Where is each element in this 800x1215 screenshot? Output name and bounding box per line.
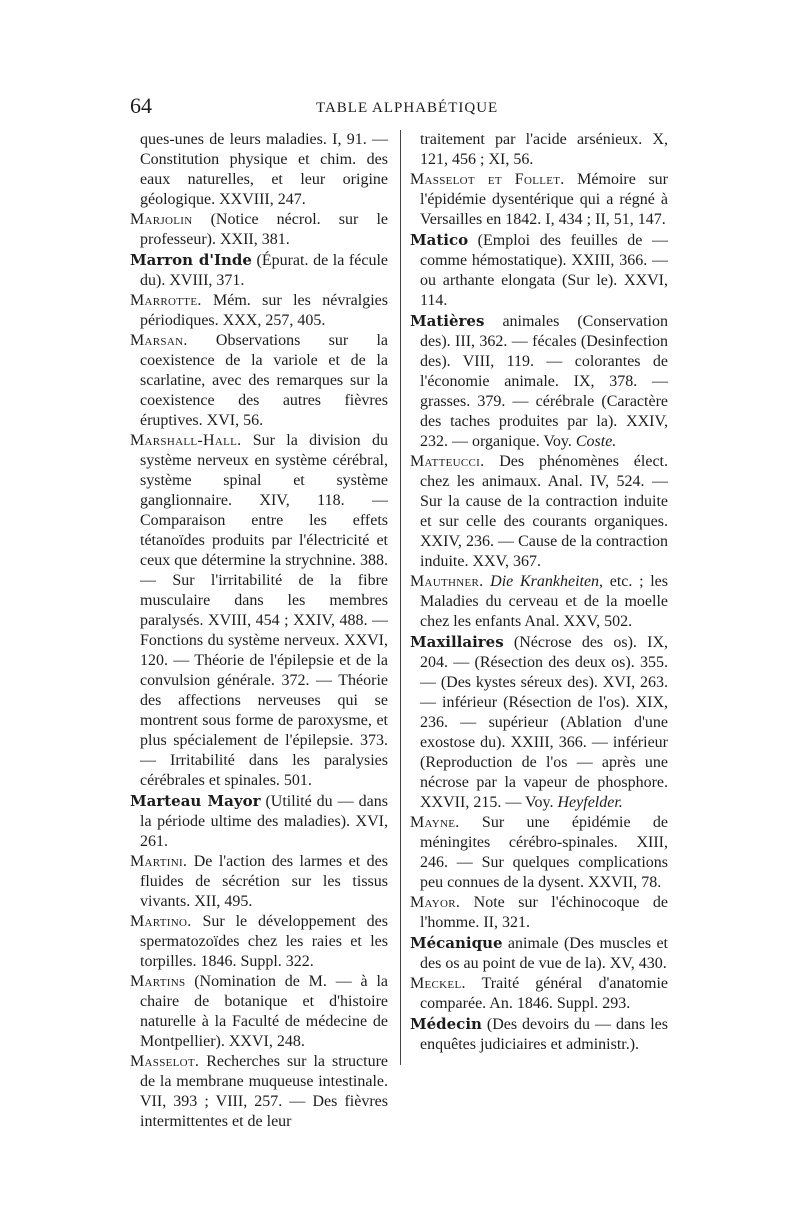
entry-text: etc. ; les Maladies du cerveau et de la moelle chez les enfants Anal. XXV, 502.: [420, 573, 668, 630]
entry-text: Mém. sur les névralgies périodiques. XXX, 257, 405.: [140, 292, 388, 329]
entry-heading: Martini.: [130, 853, 188, 870]
entry-text: (Utilité du — dans la période ultime des maladies). XVI, 261.: [140, 793, 388, 850]
index-entry: [410, 452, 668, 572]
entry-text: (Nomination de M. — à la chaire de botanique et d'histoire naturelle à la Faculté de médecine de Montpellier). XXVI, 248.: [140, 973, 388, 1050]
page-number: 64: [130, 93, 152, 118]
entry-heading: Matico: [410, 231, 469, 249]
index-entry: [130, 331, 388, 431]
entry-text: (Emploi des feuilles de — comme hémostatique). XXIII, 366. — ou arthante elongata (Sur le). XXVI, 114.: [420, 232, 668, 309]
entry-text: Note sur l'échinocoque de l'homme. II, 321.: [420, 894, 668, 931]
entry-heading: Médecin: [410, 1015, 482, 1033]
index-entry: [410, 311, 668, 452]
entry-cross-reference: Coste.: [575, 433, 617, 450]
entry-heading: Marsan.: [130, 332, 188, 349]
index-entry: [130, 250, 388, 291]
entry-heading: Mauthner.: [410, 573, 484, 590]
entry-heading: Marron d'Inde: [130, 251, 252, 269]
index-entry: [130, 791, 388, 852]
entry-heading: Mayne.: [410, 814, 460, 831]
right-column: [410, 130, 668, 1055]
entry-heading: Martino.: [130, 913, 192, 930]
entry-text: ques-unes de leurs maladies. I, 91. — Constitution physique et chim. des eaux naturelles, et leur origine géologique. XXVIII, 247.: [140, 131, 388, 208]
index-entry: [130, 431, 388, 791]
index-entry: [410, 572, 668, 632]
entry-text: Mémoire sur l'épidémie dysentérique qui a régné à Versailles en 1842. I, 434 ; II, 51, 147.: [420, 171, 668, 228]
entry-heading: Matières: [410, 312, 485, 330]
index-entry: [410, 974, 668, 1014]
entry-heading: Masselot.: [130, 1053, 200, 1070]
running-title: TABLE ALPHABÉTIQUE: [316, 100, 499, 116]
left-column: [130, 130, 388, 1132]
entry-text: traitement par l'acide arsénieux. X, 121, 456 ; XI, 56.: [420, 131, 668, 168]
entry-text: (Des devoirs du — dans les enquêtes judiciaires et administr.).: [420, 1016, 668, 1053]
entry-text: animale (Des muscles et des os au point de vue de la). XV, 430.: [420, 935, 668, 972]
index-entry: [410, 632, 668, 813]
entry-heading: Maxillaires: [410, 633, 504, 651]
index-entry: [130, 291, 388, 331]
index-entry: [410, 813, 668, 893]
index-entry: [410, 230, 668, 311]
entry-text: Recherches sur la structure de la membrane muqueuse intestinale. VII, 393 ; VIII, 257. — Des fièvres intermittentes et de leur: [140, 1053, 388, 1130]
entry-heading: Meckel.: [410, 975, 466, 992]
entry-text: Des phénomènes élect. chez les animaux. Anal. IV, 524. — Sur la cause de la contraction induite et sur celle des courants organiques. XXIV, 236. — Cause de la contraction induite. XXV, 367.: [420, 453, 668, 570]
entry-text: Traité général d'anatomie comparée. An. 1846. Suppl. 293.: [420, 975, 668, 1012]
index-entry: [410, 130, 668, 170]
entry-heading: Masselot et Follet.: [410, 171, 565, 188]
index-entry: [410, 893, 668, 933]
index-entry: [130, 210, 388, 250]
index-entry: [130, 130, 388, 210]
entry-text: Sur une épidémie de méningites cérébro-spinales. XIII, 246. — Sur quelques complications peu connues de la dysent. XXVII, 78.: [420, 814, 668, 891]
entry-text: (Épurat. de la fécule du). XVIII, 371.: [140, 252, 389, 289]
entry-heading: Mécanique: [410, 934, 503, 952]
index-entry: [130, 1052, 388, 1132]
entry-text: (Nécrose des os). IX, 204. — (Résection des deux os). 355. — (Des kystes séreux des). XVI, 263. — inférieur (Résection de l'os). XIX, 236. — supérieur (Ablation d'une exostose du). XXIII, 366. — inférieur (Reproduction de l'os — après une nécrose par la vapeur de phosphore. XXVII, 215. — Voy.: [420, 634, 668, 811]
index-entry: [130, 972, 388, 1052]
entry-heading: Marrotte.: [130, 292, 202, 309]
index-entry: [130, 912, 388, 972]
entry-heading: Marteau Mayor: [130, 792, 261, 810]
entry-heading: Marjolin: [130, 211, 193, 228]
entry-text: animales (Conservation des). III, 362. — fécales (Desinfection des). VIII, 119. — colorantes de l'économie animale. IX, 378. — grasses. 379. — cérébrale (Caractère des taches produites par la). XXIV, 232. — organique. Voy.: [420, 313, 668, 450]
index-entry: [410, 1014, 668, 1055]
entry-heading: Martins: [130, 973, 186, 990]
entry-text: Sur la division du système nerveux en système cérébral, système spinal et système ganglionnaire. XIV, 118. — Comparaison entre les effets tétanoïdes produits par l'électricité et ceux que détermine la strychnine. 388. — Sur l'irritabilité de la fibre musculaire dans les membres paralysés. XVIII, 454 ; XXIV, 488. — Fonctions du système nerveux. XXVI, 120. — Théorie de l'épilepsie et de la convulsion générale. 372. — Théorie des affections nerveuses qui se montrent sous forme de paroxysme, et plus spécialement de l'épilepsie. 373. — Irritabilité dans les paralysies cérébrales et spinales. 501.: [140, 432, 388, 789]
entry-italic: Die Krankheiten,: [490, 573, 604, 590]
entry-heading: Marshall-Hall.: [130, 432, 242, 449]
index-entry: [410, 170, 668, 230]
entry-text: Sur le développement des spermatozoïdes chez les raies et les torpilles. 1846. Suppl. 322.: [140, 913, 388, 970]
index-entry: [410, 933, 668, 974]
entry-text: Observations sur la coexistence de la variole et de la scarlatine, avec des remarques sur la coexistence des autres fièvres éruptives. XVI, 56.: [140, 332, 388, 429]
entry-text: (Notice nécrol. sur le professeur). XXII, 381.: [140, 211, 388, 248]
entry-text: De l'action des larmes et des fluides de sécrétion sur les tissus vivants. XII, 495.: [140, 853, 388, 910]
entry-cross-reference: Heyfelder.: [557, 794, 623, 811]
entry-heading: Mayor.: [410, 894, 461, 911]
column-divider: [400, 130, 401, 1065]
index-entry: [130, 852, 388, 912]
entry-heading: Matteucci.: [410, 453, 485, 470]
